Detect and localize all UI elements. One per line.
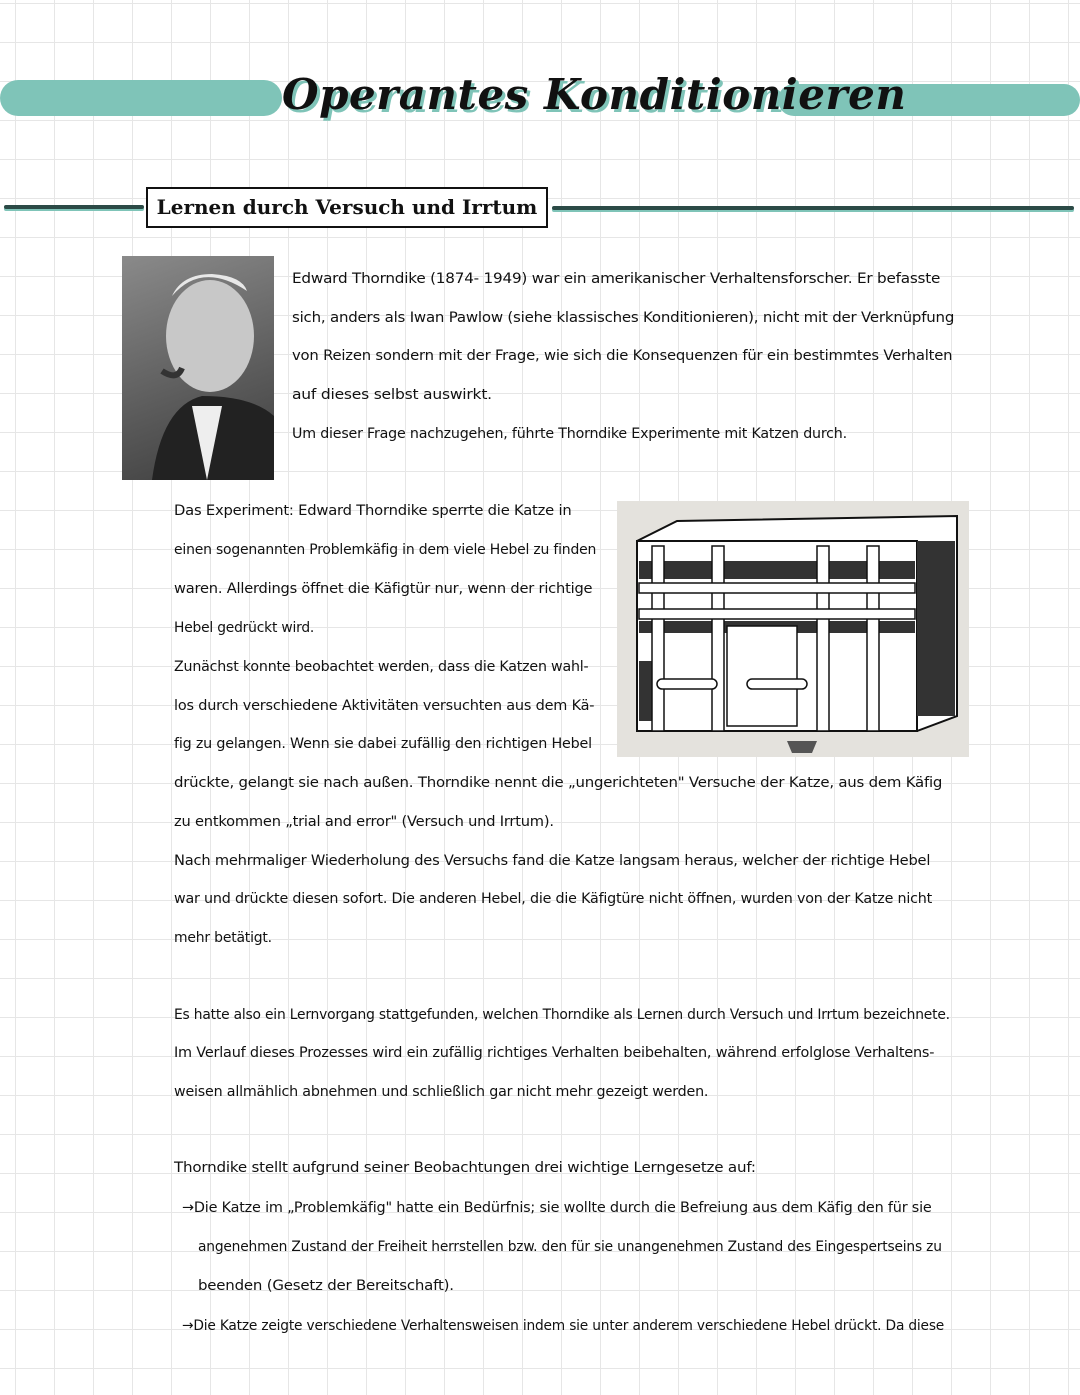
text-line: Nach mehrmaliger Wiederholung des Versuchs fand die Katze langsam heraus, welcher der richtige Hebel	[174, 853, 931, 869]
thorndike-portrait-image	[122, 256, 274, 480]
title-accent-bar-left	[0, 80, 282, 116]
text-line: von Reizen sondern mit der Frage, wie sich die Konsequenzen für ein bestimmtes Verhalten	[292, 348, 953, 364]
text-line: fig zu gelangen. Wenn sie dabei zufällig den richtigen Hebel	[174, 736, 592, 752]
text-line: →Die Katze zeigte verschiedene Verhaltensweisen indem sie unter anderem verschiedene Hebel drückt. Da diese	[182, 1318, 945, 1334]
text-line: Thorndike stellt aufgrund seiner Beobachtungen drei wichtige Lerngesetze auf:	[174, 1160, 756, 1176]
text-line: weisen allmählich abnehmen und schließlich gar nicht mehr gezeigt werden.	[174, 1084, 709, 1100]
text-line: mehr betätigt.	[174, 930, 272, 946]
text-line: Um dieser Frage nachzugehen, führte Thorndike Experimente mit Katzen durch.	[292, 426, 847, 442]
text-line: zu entkommen „trial and error" (Versuch und Irrtum).	[174, 814, 554, 830]
section-rule-left	[4, 205, 144, 209]
text-line: Es hatte also ein Lernvorgang stattgefunden, welchen Thorndike als Lernen durch Versuch und Irrtum bezeichnete.	[174, 1007, 950, 1023]
page-title: Operantes Konditionieren	[282, 70, 907, 119]
section-heading: Lernen durch Versuch und Irrtum	[146, 187, 548, 228]
section-rule-right	[552, 206, 1074, 210]
text-line: auf dieses selbst auswirkt.	[292, 387, 492, 403]
text-line: Hebel gedrückt wird.	[174, 620, 315, 636]
text-line: waren. Allerdings öffnet die Käfigtür nur, wenn der richtige	[174, 581, 593, 597]
text-line: drückte, gelangt sie nach außen. Thorndike nennt die „ungerichteten" Versuche der Katze, aus dem Käfig	[174, 775, 943, 791]
problem-cage-illustration	[617, 501, 969, 757]
text-line: Edward Thorndike (1874- 1949) war ein amerikanischer Verhaltensforscher. Er befasste	[292, 271, 941, 287]
text-line: einen sogenannten Problemkäfig in dem viele Hebel zu finden	[174, 542, 597, 558]
text-line: angenehmen Zustand der Freiheit herrstellen bzw. den für sie unangenehmen Zustand des Eingespertseins zu	[198, 1239, 942, 1255]
text-line: sich, anders als Iwan Pawlow (siehe klassisches Konditionieren), nicht mit der Verknüpfung	[292, 310, 955, 326]
text-line: Im Verlauf dieses Prozesses wird ein zufällig richtiges Verhalten beibehalten, während erfolglose Verhaltens-	[174, 1045, 935, 1061]
text-line: →Die Katze im „Problemkäfig" hatte ein Bedürfnis; sie wollte durch die Befreiung aus dem Käfig den für sie	[182, 1200, 932, 1216]
text-line: Zunächst konnte beobachtet werden, dass die Katzen wahl-	[174, 659, 589, 675]
text-line: Das Experiment: Edward Thorndike sperrte die Katze in	[174, 503, 572, 519]
text-line: beenden (Gesetz der Bereitschaft).	[198, 1278, 454, 1294]
text-line: los durch verschiedene Aktivitäten versuchten aus dem Kä-	[174, 698, 595, 714]
text-line: war und drückte diesen sofort. Die anderen Hebel, die die Käfigtüre nicht öffnen, wurden von der Katze nicht	[174, 891, 933, 907]
